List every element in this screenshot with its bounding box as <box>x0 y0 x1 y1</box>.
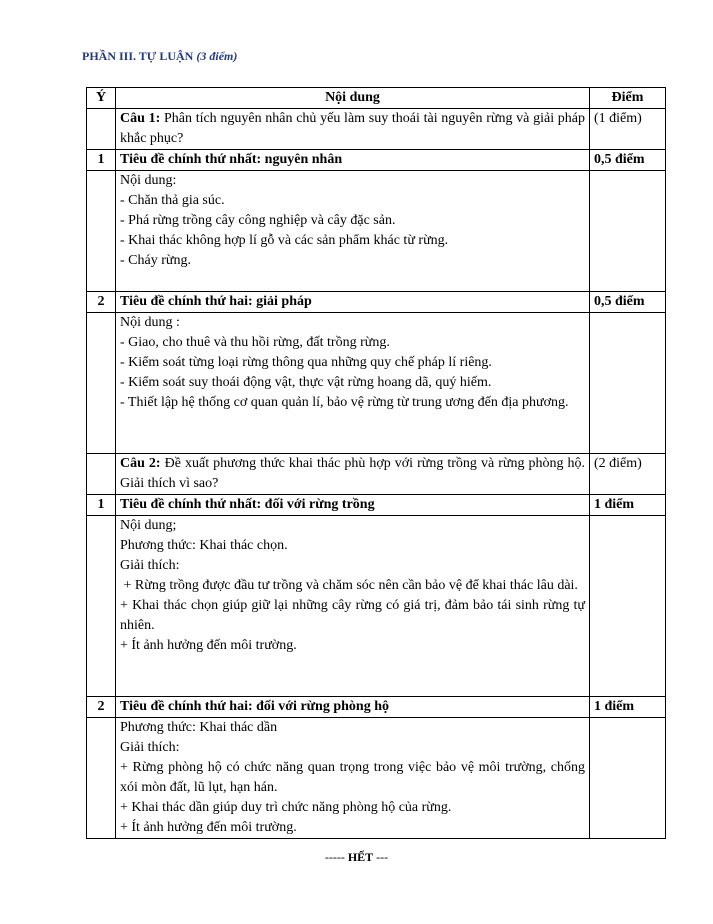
q2-part-2-title: Tiêu đề chính thứ hai: đối với rừng phòng hộ <box>116 697 590 718</box>
q2-part-2-content-row <box>87 718 666 839</box>
section-title: PHẦN III. TỰ LUẬN <box>82 49 197 63</box>
content-line: + Khai thác chọn giúp giữ lại những cây rừng có giá trị, đảm bảo tái sinh rừng tự nhiên. <box>120 598 585 633</box>
section-heading <box>82 49 237 64</box>
content-line: + Ít ảnh hưởng đến môi trường. <box>120 638 297 653</box>
content-line: Giải thích: <box>120 740 180 755</box>
content-line: - Khai thác không hợp lí gỗ và các sản phẩm khác từ rừng. <box>120 233 449 248</box>
q2-part-1-content-row <box>87 516 666 697</box>
content-line: Phương thức: Khai thác dần <box>120 720 278 735</box>
content-line: - Chăn thả gia súc. <box>120 193 225 208</box>
q1-part-1-points: 0,5 điểm <box>590 150 666 171</box>
end-marker: ----- HẾT --- <box>324 850 389 864</box>
question-2-row <box>87 454 666 495</box>
q1-part-1-title: Tiêu đề chính thứ nhất: nguyên nhân <box>116 150 590 171</box>
q2-part-2-content <box>116 718 590 839</box>
content-line: - Giao, cho thuê và thu hồi rừng, đất trồng rừng. <box>120 335 390 350</box>
q1-part-1-num: 1 <box>87 150 116 171</box>
q2-part-1-num: 1 <box>87 495 116 516</box>
q2-part-1-title-row <box>87 495 666 516</box>
content-line: - Kiểm soát suy thoái động vật, thực vật rừng hoang dã, quý hiếm. <box>120 375 492 390</box>
q2-part-1-points: 1 điểm <box>590 495 666 516</box>
question-1-text: Câu 1: Phân tích nguyên nhân chủ yếu làm suy thoái tài nguyên rừng và giải pháp khắc phục? <box>116 109 590 150</box>
section-points: (3 điểm) <box>196 49 238 63</box>
content-line: Nội dung : <box>120 315 180 330</box>
q1-part-2-title-row <box>87 292 666 313</box>
content-line: - Phá rừng trồng cây công nghiệp và cây đặc sản. <box>120 213 396 228</box>
q1-part-1-content-row <box>87 171 666 292</box>
q1-part-2-content-row <box>87 313 666 454</box>
q2-part-2-num: 2 <box>87 697 116 718</box>
q1-part-2-content <box>116 313 590 454</box>
header-points: Điểm <box>590 88 666 109</box>
content-line: Nội dung: <box>120 173 177 188</box>
question-1-row <box>87 109 666 150</box>
content-line: + Ít ảnh hưởng đến môi trường. <box>120 820 297 835</box>
table-header-row <box>87 88 666 109</box>
question-1-label: Câu 1: <box>120 111 161 126</box>
header-content: Nội dung <box>116 88 590 109</box>
q2-part-2-points: 1 điểm <box>590 697 666 718</box>
content-line: Nội dung; <box>120 518 177 533</box>
content-line: + Rừng phòng hộ có chức năng quan trọng trong việc bảo vệ môi trường, chống xói mòn đất, lũ lụt, hạn hán. <box>120 760 585 795</box>
question-2-points: (2 điểm) <box>590 454 666 495</box>
question-1-points: (1 điểm) <box>590 109 666 150</box>
question-2-text: Câu 2: Đề xuất phương thức khai thác phù hợp với rừng trồng và rừng phòng hộ. Giải thích vì sao? <box>116 454 590 495</box>
header-y: Ý <box>87 88 116 109</box>
q2-part-1-content <box>116 516 590 697</box>
content-line: - Kiểm soát từng loại rừng thông qua những quy chế pháp lí riêng. <box>120 355 492 370</box>
content-line: Phương thức: Khai thác chọn. <box>120 538 288 553</box>
content-line: Giải thích: <box>120 558 180 573</box>
end-marker-label: HẾT <box>347 850 374 864</box>
question-2-label: Câu 2: <box>120 456 161 471</box>
q1-part-2-title: Tiêu đề chính thứ hai: giải pháp <box>116 292 590 313</box>
q1-part-1-content <box>116 171 590 292</box>
content-line: + Rừng trồng được đầu tư trồng và chăm sóc nên cần bảo vệ để khai thác lâu dài. <box>120 578 578 593</box>
q1-part-2-num: 2 <box>87 292 116 313</box>
q2-part-2-title-row <box>87 697 666 718</box>
content-line: - Thiết lập hệ thống cơ quan quản lí, bảo vệ rừng từ trung ương đến địa phương. <box>120 395 569 410</box>
content-line: + Khai thác dần giúp duy trì chức năng phòng hộ của rừng. <box>120 800 452 815</box>
q1-part-2-points: 0,5 điểm <box>590 292 666 313</box>
answer-table <box>86 87 666 839</box>
q1-part-1-title-row <box>87 150 666 171</box>
q2-part-1-title: Tiêu đề chính thứ nhất: đối với rừng trồng <box>116 495 590 516</box>
content-line: - Cháy rừng. <box>120 253 191 268</box>
